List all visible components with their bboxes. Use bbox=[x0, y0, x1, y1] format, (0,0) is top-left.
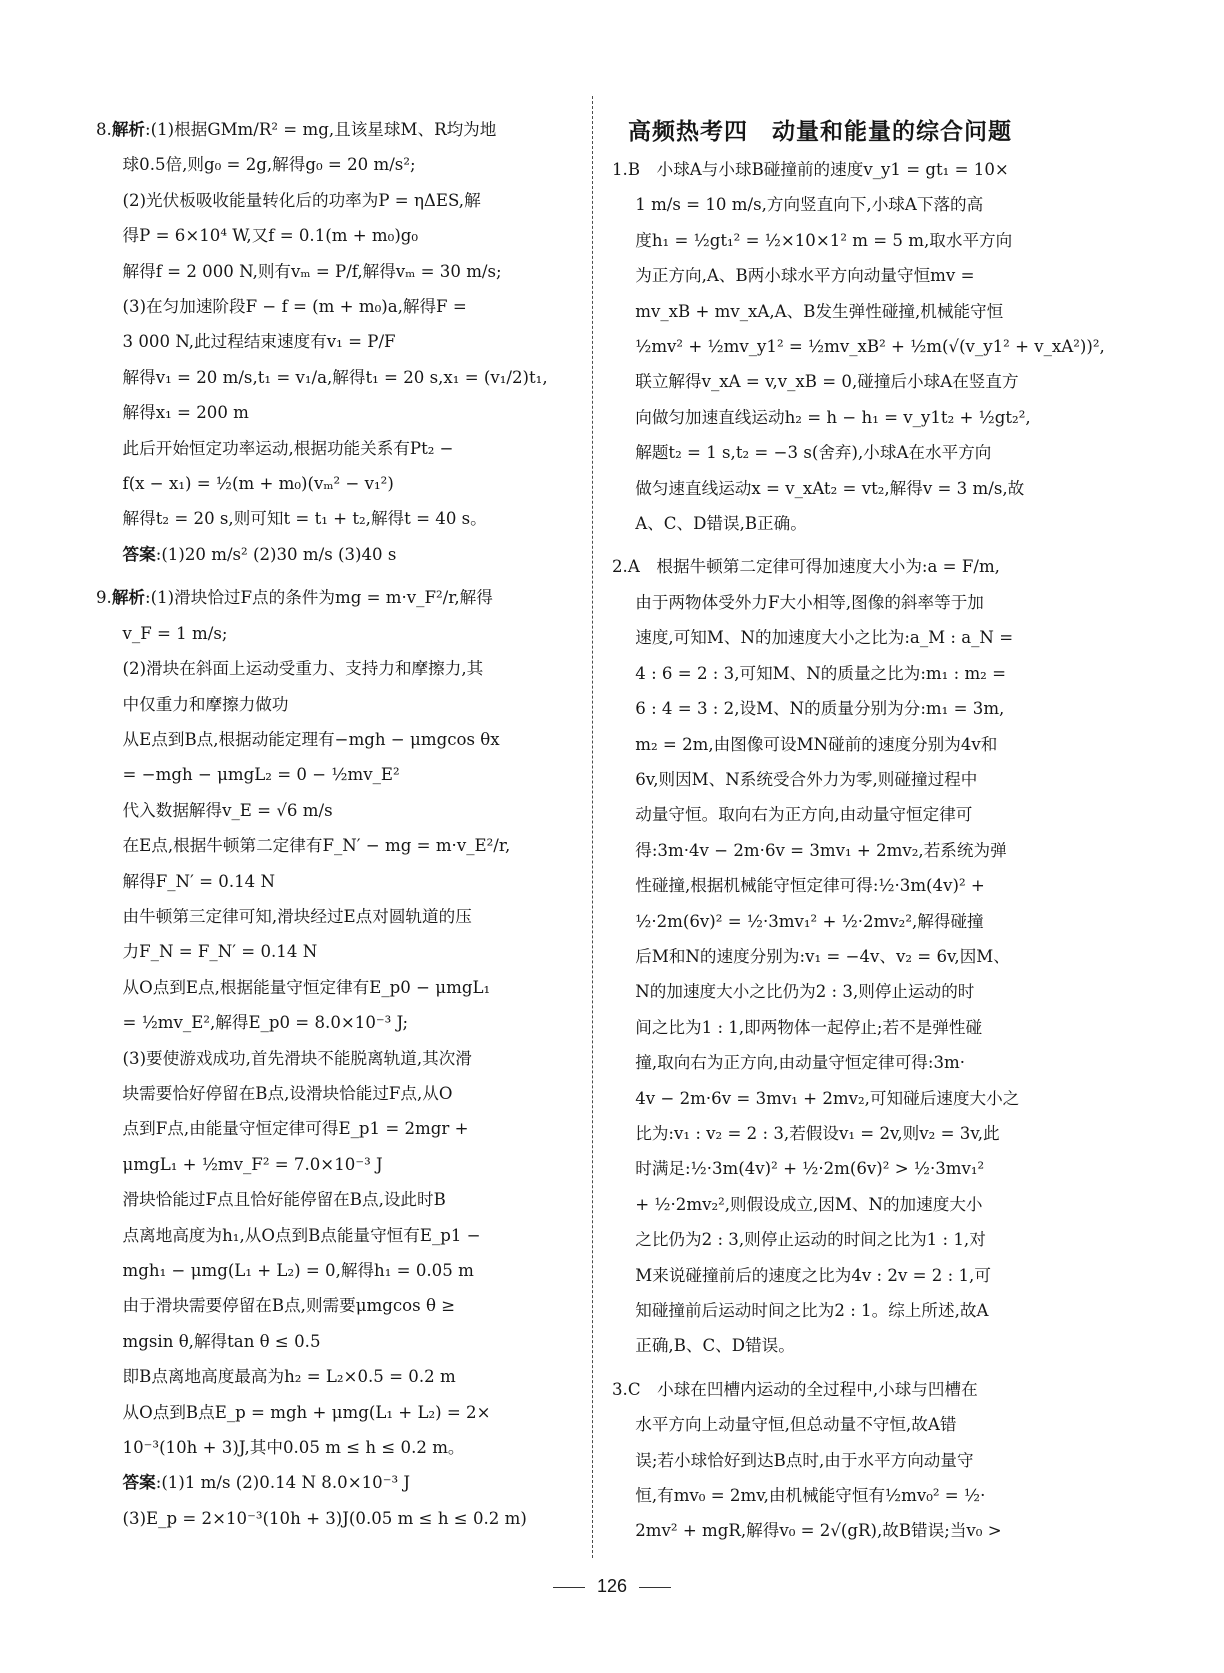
q2-line: 4v − 2m·6v = 3mv₁ + 2mv₂,可知碰后速度大小之 bbox=[635, 1088, 1020, 1108]
q1-line: 度h₁ = ½gt₁² = ½×10×1² m = 5 m,取水平方向 bbox=[635, 230, 1013, 250]
q9-line: mgsin θ,解得tan θ ≤ 0.5 bbox=[122, 1331, 321, 1351]
q9-line: 点到F点,由能量守恒定律可得E_p1 = 2mgr + bbox=[122, 1119, 469, 1139]
q2-line: 后M和N的速度分别为:v₁ = −4v、v₂ = 6v,因M、 bbox=[635, 946, 1010, 966]
q9-line: 由于滑块需要停留在B点,则需要μmgcos θ ≥ bbox=[122, 1296, 456, 1316]
q1-line: 做匀速直线运动x = v_xAt₂ = vt₂,解得v = 3 m/s,故 bbox=[635, 478, 1025, 498]
q8-answer bbox=[123, 537, 578, 572]
page-number: 126 bbox=[596, 1576, 628, 1596]
q2-line: 正确,B、C、D错误。 bbox=[635, 1336, 795, 1356]
q9-line: = −mgh − μmgL₂ = 0 − ½mv_E² bbox=[122, 765, 400, 785]
q8-line: 解得x₁ = 200 m bbox=[122, 403, 249, 423]
q9-line: 滑块恰能过F点且恰好能停留在B点,设此时B bbox=[122, 1190, 446, 1210]
q9-line: 从O点到B点E_p = mgh + μmg(L₁ + L₂) = 2× bbox=[122, 1402, 491, 1422]
left-column bbox=[96, 112, 578, 1536]
q9-answer-line2: (3)E_p = 2×10⁻³(10h + 3)J(0.05 m ≤ h ≤ 0.2 m) bbox=[122, 1508, 527, 1528]
q1-line: 向做匀加速直线运动h₂ = h − h₁ = v_y1t₂ + ½gt₂², bbox=[635, 407, 1031, 427]
q9-line: mgh₁ − μmg(L₁ + L₂) = 0,解得h₁ = 0.05 m bbox=[122, 1261, 474, 1280]
q2-line: 得:3m·4v − 2m·6v = 3mv₁ + 2mv₂,若系统为弹 bbox=[635, 840, 1007, 860]
q1-line: mv_xB + mv_xA,A、B发生弹性碰撞,机械能守恒 bbox=[635, 301, 1004, 321]
q8-line: f(x − x₁) = ½(m + m₀)(vₘ² − v₁²) bbox=[122, 474, 394, 494]
q2-line: 间之比为1 : 1,即两物体一起停止;若不是弹性碰 bbox=[635, 1017, 983, 1037]
q8-first-line bbox=[96, 112, 578, 147]
q9-line: 力F_N = F_N′ = 0.14 N bbox=[122, 942, 318, 962]
q8-line: 解得t₂ = 20 s,则可知t = t₁ + t₂,解得t = 40 s。 bbox=[122, 509, 487, 529]
q9-answer-label: 答案 bbox=[122, 1473, 156, 1493]
q2-line: 撞,取向右为正方向,由动量守恒定律可得:3m· bbox=[635, 1053, 966, 1073]
q9-line: 解得F_N′ = 0.14 N bbox=[122, 871, 276, 891]
q9-line: μmgL₁ + ½mv_F² = 7.0×10⁻³ J bbox=[122, 1154, 383, 1174]
q9-line: (3)要使游戏成功,首先滑块不能脱离轨道,其次滑 bbox=[122, 1048, 472, 1068]
q3-line: 误;若小球恰好到达B点时,由于水平方向动量守 bbox=[635, 1450, 974, 1470]
q2-line: 由于两物体受外力F大小相等,图像的斜率等于加 bbox=[635, 592, 984, 612]
q8-line: 得P = 6×10⁴ W,又f = 0.1(m + m₀)g₀ bbox=[122, 226, 419, 246]
q2-line: N的加速度大小之比仍为2 : 3,则停止运动的时 bbox=[635, 982, 975, 1002]
q1-line: ½mv² + ½mv_y1² = ½mv_xB² + ½m(√(v_y1² + v_xA²))², bbox=[635, 337, 1105, 357]
q2-line: 性碰撞,根据机械能守恒定律可得:½·3m(4v)² + bbox=[635, 876, 985, 896]
q9-line: 从E点到B点,根据动能定理有−mgh − μmgcos θx bbox=[122, 729, 500, 749]
q2-line: 6 : 4 = 3 : 2,设M、N的质量分别为分:m₁ = 3m, bbox=[635, 699, 1005, 719]
q8-line: (3)在匀加速阶段F − f = (m + m₀)a,解得F = bbox=[122, 297, 467, 317]
q9-line: 即B点离地高度最高为h₂ = L₂×0.5 = 0.2 m bbox=[122, 1367, 456, 1387]
q8-line: :(1)根据GMm/R² = mg,且该星球M、R均为地 bbox=[145, 120, 497, 139]
q3-line: 水平方向上动量守恒,但总动量不守恒,故A错 bbox=[635, 1415, 957, 1435]
q2-line: 时满足:½·3m(4v)² + ½·2m(6v)² > ½·3mv₁² bbox=[635, 1159, 985, 1179]
q9-line: 从O点到E点,根据能量守恒定律有E_p0 − μmgL₁ bbox=[122, 977, 491, 997]
q8-answer-label: 答案 bbox=[122, 544, 156, 564]
q9-line: :(1)滑块恰过F点的条件为mg = m·v_F²/r,解得 bbox=[145, 588, 493, 608]
q8-line: 此后开始恒定功率运动,根据功能关系有Pt₂ − bbox=[122, 438, 454, 458]
q2-line: m₂ = 2m,由图像可设MN碰前的速度分别为4v和 bbox=[635, 734, 998, 754]
q9-line: 在E点,根据牛顿第二定律有F_N′ − mg = m·v_E²/r, bbox=[122, 836, 511, 856]
q9-line: 由牛顿第三定律可知,滑块经过E点对圆轨道的压 bbox=[122, 906, 472, 926]
q1-line: 联立解得v_xA = v,v_xB = 0,碰撞后小球A在竖直方 bbox=[635, 372, 1019, 392]
q2-line: M来说碰撞前后的速度之比为4v : 2v = 2 : 1,可 bbox=[635, 1265, 991, 1285]
q8-line: 解得f = 2 000 N,则有vₘ = P/f,解得vₘ = 30 m/s; bbox=[122, 261, 502, 281]
q2-line: + ½·2mv₂²,则假设成立,因M、N的加速度大小 bbox=[635, 1194, 983, 1214]
question-1 bbox=[612, 152, 1130, 541]
q9-line: 块需要恰好停留在B点,设滑块恰能过F点,从O bbox=[122, 1083, 453, 1103]
q3-line: 2mv² + mgR,解得v₀ = 2√(gR),故B错误;当v₀ > bbox=[635, 1521, 1002, 1541]
q9-first-line bbox=[96, 580, 578, 615]
q2-line: 知碰撞前后运动时间之比为2 : 1。综上所述,故A bbox=[635, 1301, 989, 1320]
q2-line: 动量守恒。取向右为正方向,由动量守恒定律可 bbox=[635, 805, 973, 825]
footer-dash-right bbox=[639, 1587, 671, 1588]
q9-line: (2)滑块在斜面上运动受重力、支持力和摩擦力,其 bbox=[122, 659, 484, 679]
q9-line: 10⁻³(10h + 3)J,其中0.05 m ≤ h ≤ 0.2 m。 bbox=[122, 1438, 465, 1458]
question-3 bbox=[612, 1372, 1130, 1549]
q9-number: 9. bbox=[96, 588, 112, 608]
question-2 bbox=[612, 549, 1130, 1363]
q9-answer-text: :(1)1 m/s (2)0.14 N 8.0×10⁻³ J bbox=[155, 1473, 411, 1493]
q2-line: 比为:v₁ : v₂ = 2 : 3,若假设v₁ = 2v,则v₂ = 3v,此 bbox=[635, 1123, 1000, 1143]
right-column bbox=[612, 112, 1130, 1549]
q8-line: 解得v₁ = 20 m/s,t₁ = v₁/a,解得t₁ = 20 s,x₁ = (v₁/2)t₁, bbox=[122, 367, 548, 387]
q2-line: 速度,可知M、N的加速度大小之比为:a_M : a_N = bbox=[635, 628, 1014, 648]
question-8 bbox=[96, 112, 578, 572]
footer-dash-left bbox=[553, 1587, 585, 1588]
column-divider bbox=[592, 96, 593, 1558]
q9-line: v_F = 1 m/s; bbox=[122, 623, 228, 643]
q9-answer bbox=[123, 1465, 578, 1500]
q9-line: 代入数据解得v_E = √6 m/s bbox=[122, 800, 333, 820]
q1-line: 1 m/s = 10 m/s,方向竖直向下,小球A下落的高 bbox=[635, 195, 984, 215]
question-9 bbox=[96, 580, 578, 1536]
q2-line: ½·2m(6v)² = ½·3mv₁² + ½·2mv₂²,解得碰撞 bbox=[635, 911, 984, 931]
q1-line: A、C、D错误,B正确。 bbox=[635, 514, 807, 534]
q3-line: 恒,有mv₀ = 2mv,由机械能守恒有½mv₀² = ½· bbox=[635, 1486, 986, 1506]
section-heading: 高频热考四 动量和能量的综合问题 bbox=[628, 119, 1012, 145]
q9-analysis-label: 解析 bbox=[111, 588, 146, 608]
q8-number: 8. bbox=[96, 120, 112, 139]
q8-line: 球0.5倍,则g₀ = 2g,解得g₀ = 20 m/s²; bbox=[122, 155, 416, 175]
q8-line: (2)光伏板吸收能量转化后的功率为P = ηΔES,解 bbox=[122, 190, 481, 210]
q9-line: 中仅重力和摩擦力做功 bbox=[122, 694, 289, 714]
q2-line: 之比仍为2 : 3,则停止运动的时间之比为1 : 1,对 bbox=[635, 1230, 986, 1250]
q2-line: 4 : 6 = 2 : 3,可知M、N的质量之比为:m₁ : m₂ = bbox=[635, 663, 1007, 683]
page-footer bbox=[0, 1576, 1224, 1597]
q8-line: 3 000 N,此过程结束速度有v₁ = P/F bbox=[122, 332, 396, 352]
q8-answer-text: :(1)20 m/s² (2)30 m/s (3)40 s bbox=[155, 544, 397, 564]
q8-analysis-label: 解析 bbox=[111, 120, 146, 139]
q1-line: 为正方向,A、B两小球水平方向动量守恒mv = bbox=[635, 266, 975, 286]
q3-line: 3.C 小球在凹槽内运动的全过程中,小球与凹槽在 bbox=[612, 1379, 978, 1399]
q2-line: 6v,则因M、N系统受合外力为零,则碰撞过程中 bbox=[635, 769, 978, 789]
q1-line: 1.B 小球A与小球B碰撞前的速度v_y1 = gt₁ = 10× bbox=[612, 160, 1009, 179]
q2-line: 2.A 根据牛顿第二定律可得加速度大小为:a = F/m, bbox=[612, 557, 1000, 577]
q9-line: 点离地高度为h₁,从O点到B点能量守恒有E_p1 − bbox=[122, 1225, 481, 1245]
q1-line: 解题t₂ = 1 s,t₂ = −3 s(舍弃),小球A在水平方向 bbox=[635, 443, 992, 463]
q9-line: = ½mv_E²,解得E_p0 = 8.0×10⁻³ J; bbox=[122, 1013, 409, 1033]
